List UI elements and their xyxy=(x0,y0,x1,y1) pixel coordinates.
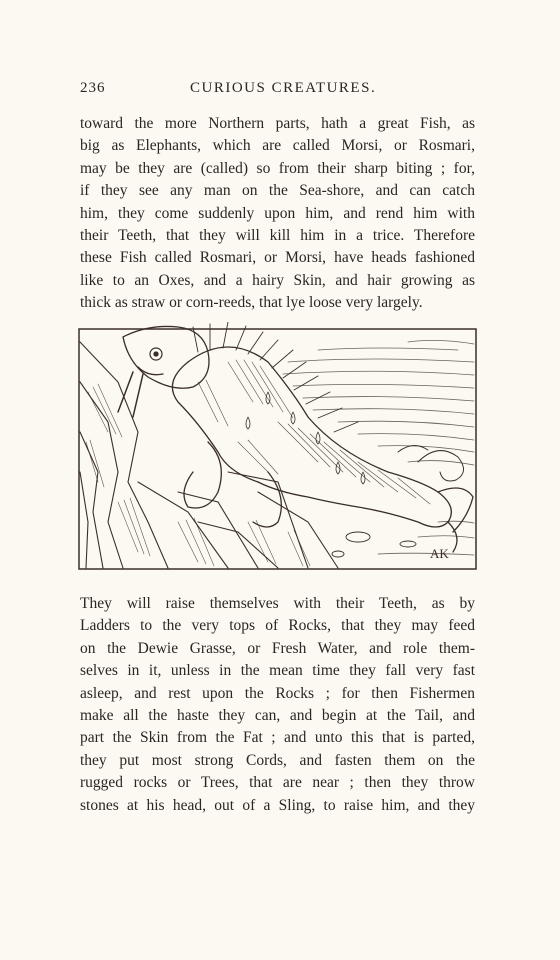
sea-hatching xyxy=(283,340,474,555)
body-hatching xyxy=(198,360,430,504)
artist-monogram: AK xyxy=(430,546,449,561)
text-line: toward the more Northern parts, hath a great Fish, as xyxy=(80,115,475,132)
text-line: big as Elephants, which are called Morsi, or Rosmari, xyxy=(80,137,475,155)
frame-border xyxy=(79,329,476,569)
paragraph-1 xyxy=(80,113,475,315)
text-line: Ladders to the very tops of Rocks, that they may feed xyxy=(80,617,475,635)
text-line: may be they are (called) so from their sharp biting ; for, xyxy=(80,159,475,177)
text-line: make all the haste they can, and begin at the Tail, and xyxy=(80,707,475,725)
spines xyxy=(193,322,358,432)
rock-hatching xyxy=(86,384,310,566)
text-line: stones at his head, out of a Sling, to raise him, and they xyxy=(80,796,475,814)
text-line: part the Skin from the Fat ; and unto this that is parted, xyxy=(80,729,475,747)
text-line: thick as straw or corn-reeds, that lye loose very largely. xyxy=(80,294,423,312)
page-number: 236 xyxy=(80,80,106,96)
woodcut-drawing xyxy=(78,322,478,570)
text-line: their Teeth, that they will kill him in a trice. Therefore xyxy=(80,227,475,245)
rock-lines xyxy=(80,342,338,568)
text-line: rugged rocks or Trees, that are near ; then they throw xyxy=(80,774,475,792)
water-drops xyxy=(246,392,365,484)
paragraph-2 xyxy=(80,593,475,817)
text-line: these Fish called Rosmari, or Morsi, have heads fashioned xyxy=(80,249,475,267)
wave-swirl xyxy=(398,445,464,481)
text-line: They will raise themselves with their Teeth, as by xyxy=(80,595,475,612)
text-line: if they see any man on the Sea-shore, and can catch xyxy=(80,182,475,200)
running-header xyxy=(80,80,475,100)
walrus-woodcut-illustration xyxy=(78,322,478,570)
text-line: they put most strong Cords, and fasten them on the xyxy=(80,751,475,769)
text-line: him, they come suddenly upon him, and rend him with xyxy=(80,204,475,222)
text-line: like to an Oxes, and a hairy Skin, and hair growing as xyxy=(80,271,475,289)
text-line: selves in it, unless in the mean time they fall very fast xyxy=(80,662,475,680)
running-head-title: CURIOUS CREATURES. xyxy=(190,80,377,96)
text-line: asleep, and rest upon the Rocks ; for then Fishermen xyxy=(80,684,475,702)
text-line: on the Dewie Grasse, or Fresh Water, and role them- xyxy=(80,639,475,657)
